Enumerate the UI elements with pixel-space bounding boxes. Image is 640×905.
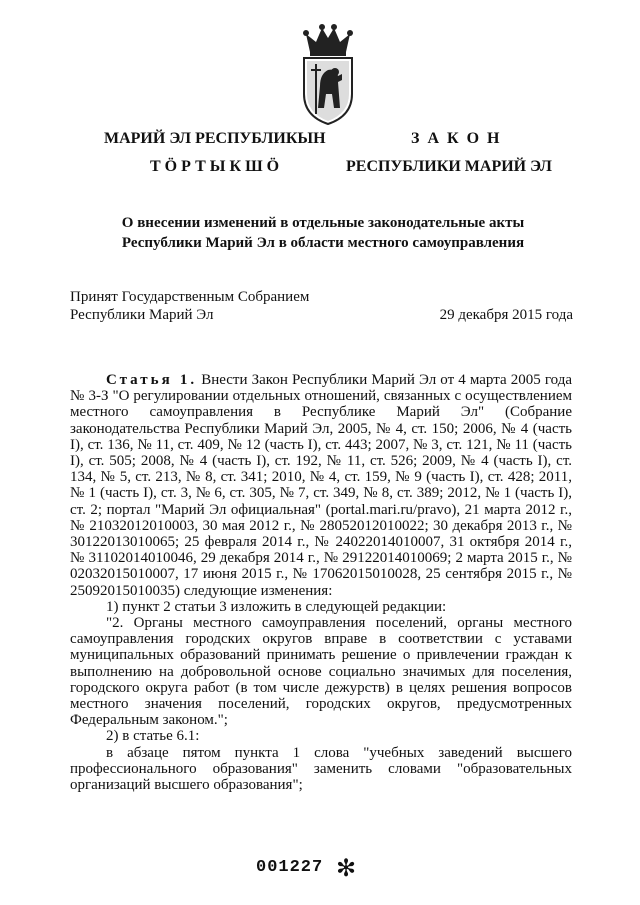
article-label: Статья 1. — [106, 372, 198, 388]
article-text: Внести Закон Республики Марий Эл от 4 марта 2005 года № 3-З "О регулировании отдельных отношений, связанных с осуществлением местного самоуправления в Республике Марий Эл" (Собрание законодательства Республики Марий Эл, 2005, № 4, ст. 150; 2006, № 4 (часть I), ст. 136, № 11, ст. 409, № 12 (часть I), ст. 443; 2007, № 3, ст. 121, № 11 (часть I), ст. 505; 2008, № 4 (часть I), ст. 192, № 11, ст. 526; 2009, № 4 (часть I), ст. 134, № 5, ст. 213, № 8, ст. 341; 2010, № 4, ст. 159, № 9 (часть I), ст. 428; 2011, № 1 (часть I), ст. 3, № 6, ст. 305, № 7, ст. 349, № 8, ст. 389; 2012, № 1 (часть I), ст. 2; портал "Марий Эл официальная" (portal.mari.ru/pravo), 21 марта 2012 г., № 21032012010003, 30 мая 2012 г., № 28052012010022; 30 декабря 2013 г., № 30122013010065; 25 февраля 2014 г., № 24022014010007, 31 октября 2014 г., № 31102014010046, 29 декабря 2014 г., № 29122014010069; 2 марта 2015 г., № 02032015010007, 17 июня 2015 г., № 17062015010028, 25 сентября 2015 г., № 25092015010035) следующие изменения: — [70, 372, 573, 599]
adoption-line2: Республики Марий Эл — [70, 307, 214, 323]
item-2: 2) в статье 6.1: — [106, 728, 200, 745]
law-title-line2: Республики Марий Эл в области местного самоуправления — [121, 235, 525, 251]
coat-of-arms-icon — [296, 22, 360, 126]
header-right-line1: З А К О Н — [411, 130, 502, 147]
law-body — [70, 372, 572, 793]
quoted-provision: "2. Органы местного самоуправления поселений, органы местного самоуправления городских округов вправе в соответствии с уставами муниципальных образований принимать решение о привлечении граждан к выполнению на добровольной основе социально значимых для поселения, городского округа работ (в том числе дежурств) в целях решения вопросов местного значения поселений, городских округов, предусмотренных Федеральным законом."; — [70, 615, 572, 729]
header-left-line2: ТӦРТЫКШӦ — [150, 158, 284, 175]
item-1: 1) пункт 2 статьи 3 изложить в следующей редакции: — [106, 598, 447, 615]
article-1-paragraph — [70, 372, 572, 599]
law-title — [70, 213, 576, 253]
item-2-paragraph: в абзаце пятом пункта 1 слова "учебных заведений высшего профессионального образования" заменить словами "образовательных организаций высшего образования"; — [70, 744, 572, 794]
asterisk-mark: ✻ — [336, 854, 357, 882]
header-left-line1: МАРИЙ ЭЛ РЕСПУБЛИКЫН — [104, 130, 326, 147]
adoption-statement — [70, 288, 309, 324]
document-number: 001227 — [256, 858, 324, 877]
law-title-line1: О внесении изменений в отдельные законодательные акты — [121, 215, 525, 231]
adoption-line1: Принят Государственным Собранием — [70, 289, 310, 305]
adoption-date: 29 декабря 2015 года — [439, 307, 573, 323]
header-right-line2: РЕСПУБЛИКИ МАРИЙ ЭЛ — [346, 158, 552, 175]
